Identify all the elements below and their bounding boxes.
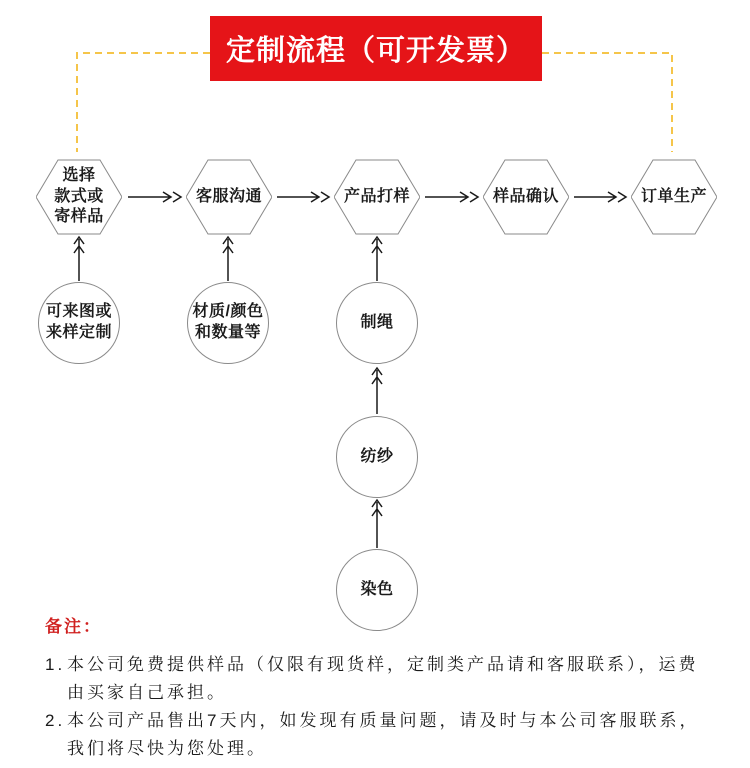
step-node-service-communication (186, 159, 272, 235)
step-node-product-sampling (334, 159, 420, 235)
note-number: 1. (45, 655, 66, 674)
step-label: 样品确认 (492, 187, 559, 205)
step-label: 产品打样 (343, 187, 410, 205)
note-line: 我们将尽快为您处理。 (67, 739, 267, 758)
page-title: 定制流程（可开发票） (225, 35, 526, 67)
arrow-spinning-ropemaking (372, 368, 382, 414)
step-node-sample-confirmation (483, 159, 569, 235)
note-item-2 (45, 707, 735, 763)
note-number: 2. (45, 711, 66, 730)
arrow-step2-step3 (277, 192, 329, 202)
note-line: 本公司免费提供样品（仅限有现货样，定制类产品请和客服联系），运费 (67, 655, 699, 674)
input-node-custom-by-drawing (38, 282, 120, 364)
note-item-1 (45, 651, 735, 707)
dashed-connector-left (77, 53, 210, 152)
input-node-spinning (336, 416, 418, 498)
note-line: 由买家自己承担。 (67, 683, 227, 702)
dashed-connector-right (542, 53, 672, 152)
note-line: 本公司产品售出7天内，如发现有质量问题，请及时与本公司客服联系， (67, 711, 700, 730)
arrow-input2-step2 (223, 237, 233, 281)
input-node-rope-making (336, 282, 418, 364)
arrow-dyeing-spinning (372, 500, 382, 548)
arrow-input3-step3 (372, 237, 382, 281)
note-text (67, 651, 735, 707)
arrow-step4-step5 (574, 192, 626, 202)
input-label: 染色 (360, 580, 394, 598)
input-label: 纺纱 (360, 447, 394, 465)
input-label: 可来图或 来样定制 (45, 303, 112, 341)
input-label: 制绳 (360, 313, 394, 331)
step-label: 客服沟通 (195, 187, 262, 205)
notes-section (45, 612, 735, 763)
note-text (67, 707, 735, 763)
arrow-input1-step1 (74, 237, 84, 281)
notes-heading: 备注： (45, 617, 102, 636)
step-label: 选择 款式或 寄样品 (54, 166, 104, 226)
title-banner (210, 16, 542, 81)
arrow-step3-step4 (425, 192, 478, 202)
step-node-choose-style (36, 159, 122, 235)
step-node-order-production (631, 159, 717, 235)
arrow-step1-step2 (128, 192, 181, 202)
input-node-material-color-quantity (187, 282, 269, 364)
input-label: 材质/颜色 和数量等 (192, 303, 264, 341)
step-label: 订单生产 (640, 187, 707, 205)
